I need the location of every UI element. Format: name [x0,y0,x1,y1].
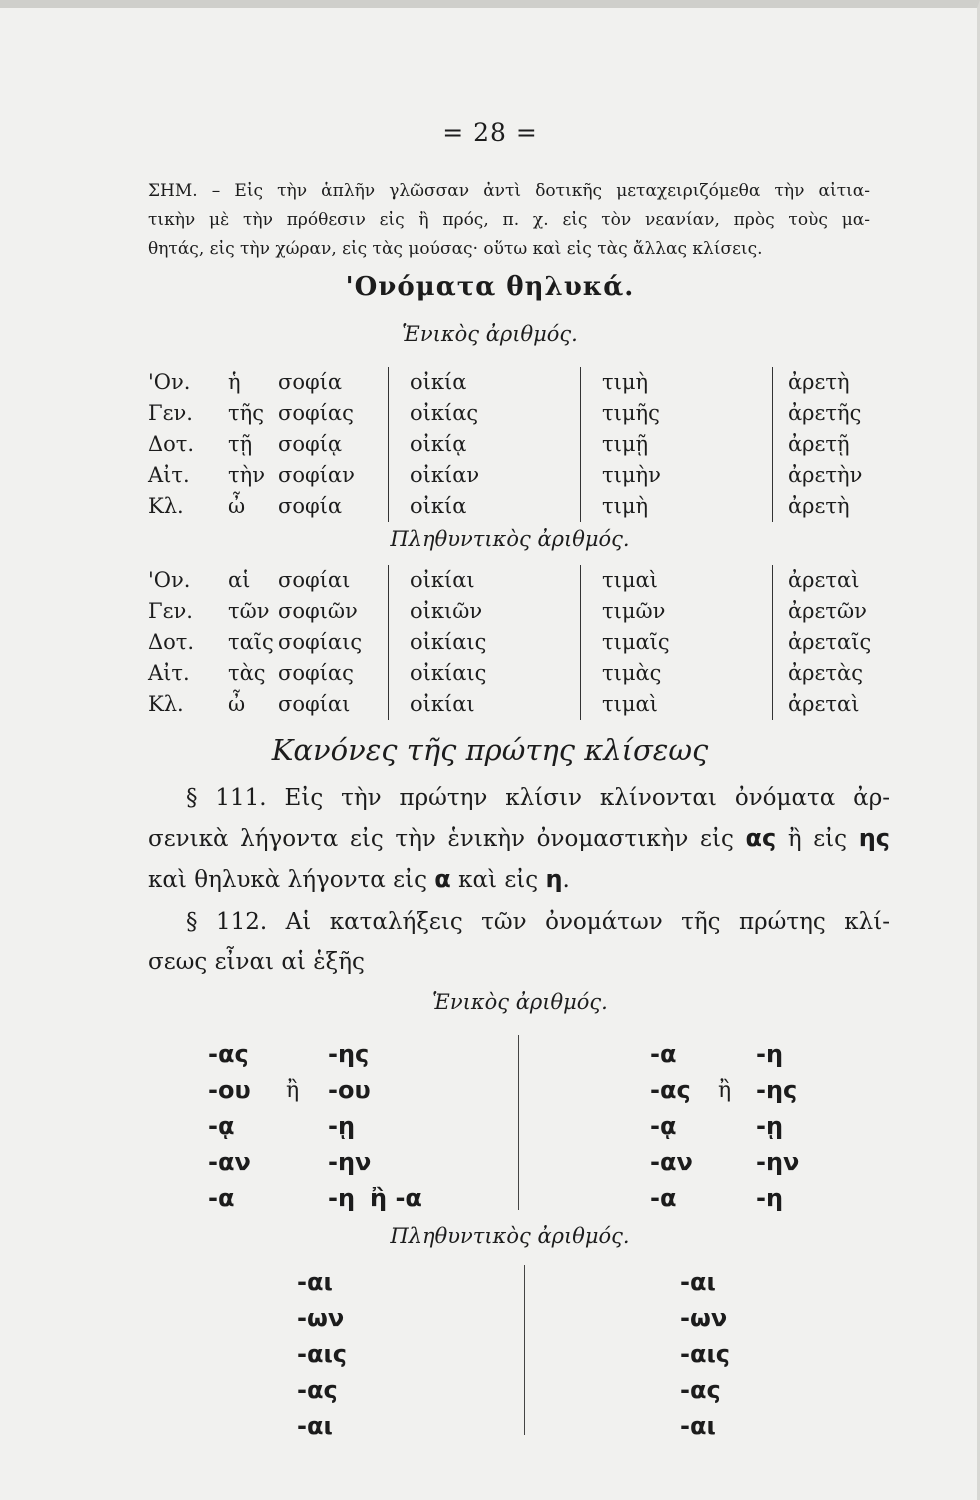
ending-plural-masc: -αι [297,1412,333,1440]
ending-masc-2: -ης [328,1040,370,1068]
para111-text: καὶ θηλυκὰ λήγοντα εἰς [148,867,435,893]
case-label: 'Ον. [148,370,191,394]
ending-masc-2: -ῃ [328,1112,356,1140]
article: τὰς [228,661,266,685]
ending-plural-fem: -αι [680,1268,716,1296]
noun-arete: ἀρετῆς [788,401,862,425]
noun-arete: ἀρετὴ [788,370,850,394]
noun-sofia: σοφίαις [278,630,363,654]
ending-a: α [434,865,451,893]
ending-plural-masc: -αι [297,1268,333,1296]
noun-arete: ἀρεταὶ [788,568,860,592]
noun-oikia: οἰκία [410,370,467,394]
noun-time: τιμὰς [602,661,662,685]
noun-sofia: σοφία [278,494,343,518]
article: ἡ [228,370,241,394]
noun-time: τιμὴ [602,494,649,518]
noun-sofia: σοφίαι [278,692,351,716]
article: τὴν [228,463,265,487]
note-line-3: θητάς, εἰς τὴν χώραν, εἰς τὰς μούσας· οὕτω καὶ εἰς τὰς ἄλλας κλίσεις. [148,239,763,259]
singular-declension-table [148,367,898,522]
conjunction-or: ἢ [286,1078,300,1103]
noun-time: τιμαὶ [602,568,658,592]
para111-line-2 [148,818,890,859]
ending-fem-2: -ην [756,1148,800,1176]
case-label: Κλ. [148,494,184,518]
noun-arete: ἀρεταῖς [788,630,872,654]
ending-fem-1: -ας [650,1076,691,1104]
noun-sofia: σοφίας [278,401,354,425]
ending-plural-fem: -ων [680,1304,728,1332]
ending-plural-masc: -αις [297,1340,348,1368]
noun-sofia: σοφίαν [278,463,355,487]
noun-time: τιμῆς [602,401,660,425]
case-label: Δοτ. [148,432,195,456]
case-label: Γεν. [148,401,193,425]
article: τῶν [228,599,270,623]
note-line-1: ΣΗΜ. – Εἰς τὴν ἁπλῆν γλῶσσαν ἀντὶ δοτικῆς μεταχειριζόμεθα τὴν αἰτια- [148,181,870,201]
ending-plural-fem: -ας [680,1376,721,1404]
ending-es: ης [858,824,891,852]
ending-fem-1: -α [650,1184,677,1212]
plural-row [148,689,898,720]
noun-time: τιμῇ [602,432,649,456]
noun-time: τιμαῖς [602,630,670,654]
para111-text: καὶ εἰς [450,867,546,893]
note-paragraph [148,177,870,264]
ending-plural-fem: -αι [680,1412,716,1440]
noun-arete: ἀρετῇ [788,432,850,456]
heading-feminine-nouns: 'Ονόματα θηλυκά. [345,272,635,302]
case-label: Δοτ. [148,630,195,654]
heading-rules: Κανόνες τῆς πρώτης κλίσεως [271,733,709,767]
plural-row [148,627,898,658]
case-label: Αἰτ. [148,661,190,685]
article: ὦ [228,494,246,518]
noun-oikia: οἰκίαν [410,463,480,487]
page-number: = 28 = [442,118,538,147]
ending-masc-2: -ου [328,1076,371,1104]
ending-masc-1: -ᾳ [208,1112,235,1140]
noun-arete: ἀρετὴ [788,494,850,518]
ending-alt: ἢ -α [370,1184,422,1212]
ending-fem-2: -η [756,1184,784,1212]
paragraph-111 [148,778,890,900]
singular-row [148,429,898,460]
plural-declension-table [148,565,898,720]
ending-masc-2: -η [328,1184,356,1212]
case-label: 'Ον. [148,568,191,592]
ending-masc-1: -α [208,1184,235,1212]
ending-fem-1: -ᾳ [650,1112,677,1140]
plural-row [148,658,898,689]
noun-oikia: οἰκίαι [410,692,475,716]
noun-sofia: σοφιῶν [278,599,358,623]
ending-fem-2: -ης [756,1076,798,1104]
noun-time: τιμὴν [602,463,661,487]
noun-sofia: σοφίαι [278,568,351,592]
para111-line-3 [148,859,890,900]
ending-fem-2: -η [756,1040,784,1068]
ending-masc-1: -ου [208,1076,251,1104]
singular-row [148,398,898,429]
endings-divider-plural [524,1265,525,1435]
endings-plural-label: Πληθυντικὸς ἀριθμός. [390,1224,630,1248]
ending-e: η [545,865,563,893]
plural-row [148,596,898,627]
note-line-2: τικὴν μὲ τὴν πρόθεσιν εἰς ἢ πρός, π. χ. εἰς τὸν νεανίαν, πρὸς τοὺς μα- [148,210,870,230]
ending-fem-1: -α [650,1040,677,1068]
ending-fem-1: -αν [650,1148,693,1176]
ending-masc-1: -αν [208,1148,251,1176]
noun-time: τιμῶν [602,599,666,623]
singular-label: Ἑνικὸς ἀριθμός. [402,322,578,346]
noun-time: τιμὴ [602,370,649,394]
case-label: Γεν. [148,599,193,623]
ending-masc-1: -ας [208,1040,249,1068]
plural-label: Πληθυντικὸς ἀριθμός. [390,527,630,551]
article: αἱ [228,568,251,592]
endings-singular-label: Ἑνικὸς ἀριθμός. [432,990,608,1014]
paragraph-112 [148,902,890,982]
ending-plural-fem: -αις [680,1340,731,1368]
singular-row [148,460,898,491]
article: ταῖς [228,630,274,654]
noun-arete: ἀρετῶν [788,599,867,623]
ending-plural-masc: -ας [297,1376,338,1404]
case-label: Αἰτ. [148,463,190,487]
ending-plural-masc: -ων [297,1304,345,1332]
ending-fem-2: -ῃ [756,1112,784,1140]
conjunction-or: ἢ [718,1078,732,1103]
ending-masc-2: -ην [328,1148,372,1176]
endings-divider-singular [518,1035,519,1210]
ending-as: ας [745,824,777,852]
noun-sofia: σοφίᾳ [278,432,343,456]
para112-line-1: § 112. Αἱ καταλήξεις τῶν ὀνομάτων τῆς πρώτης κλί- [186,909,890,935]
noun-oikia: οἰκίαις [410,661,487,685]
article: ὦ [228,692,246,716]
plural-row [148,565,898,596]
noun-arete: ἀρετὴν [788,463,863,487]
noun-oikia: οἰκίας [410,401,479,425]
para111-line-1: § 111. Εἰς τὴν πρώτην κλίσιν κλίνονται ὀνόματα ἀρ- [186,785,890,811]
noun-oikia: οἰκίαι [410,568,475,592]
noun-time: τιμαὶ [602,692,658,716]
singular-row [148,367,898,398]
noun-sofia: σοφία [278,370,343,394]
case-label: Κλ. [148,692,184,716]
noun-oikia: οἰκίᾳ [410,432,467,456]
para111-text: ἢ εἰς [776,826,859,852]
para111-text: σενικὰ λήγοντα εἰς τὴν ἑνικὴν ὀνομαστικὴν εἰς [148,826,746,852]
noun-oikia: οἰκία [410,494,467,518]
noun-oikia: οἰκιῶν [410,599,483,623]
noun-arete: ἀρετὰς [788,661,863,685]
article: τῆς [228,401,264,425]
noun-arete: ἀρεταὶ [788,692,860,716]
para112-line-2: σεως εἶναι αἱ ἑξῆς [148,949,365,975]
article: τῇ [228,432,253,456]
para111-text: . [562,867,570,893]
noun-sofia: σοφίας [278,661,354,685]
noun-oikia: οἰκίαις [410,630,487,654]
singular-row [148,491,898,522]
